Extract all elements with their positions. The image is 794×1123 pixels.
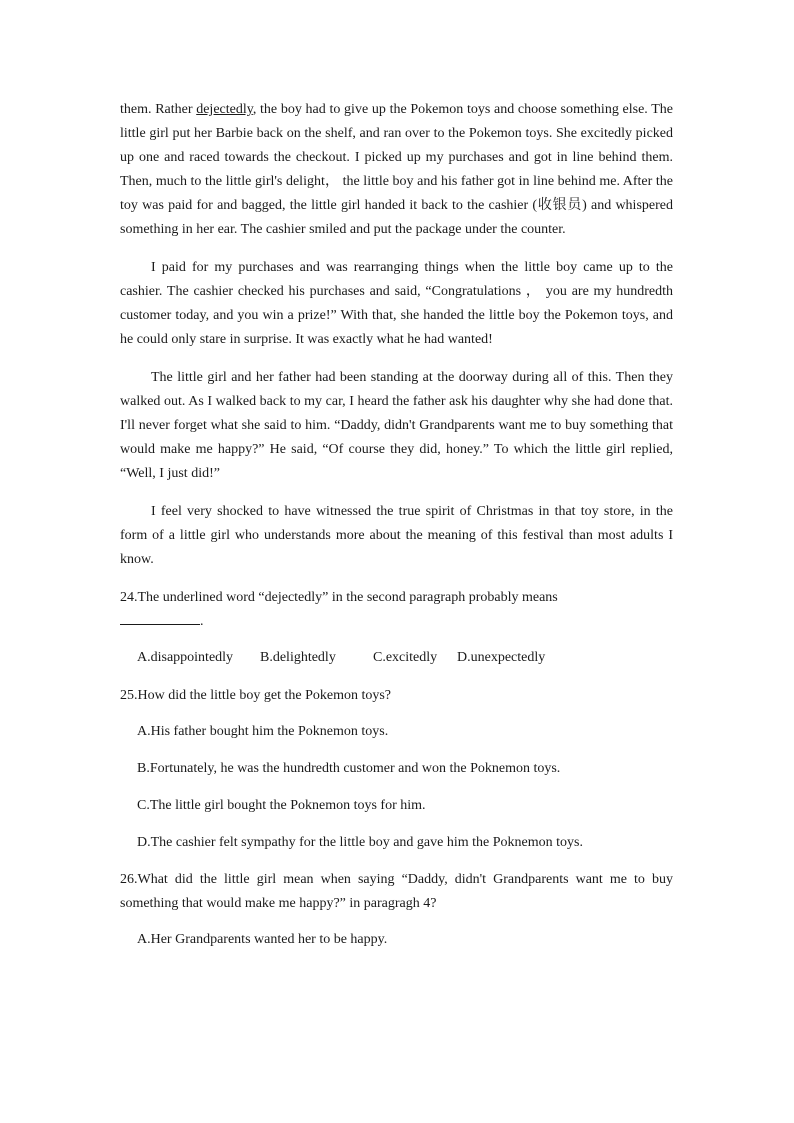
option-25-b: B.Fortunately, he was the hundredth customer and won the Poknemon toys. <box>137 761 561 776</box>
question-24 <box>120 586 673 634</box>
option-24-a: A.disappointedly <box>137 650 234 665</box>
underlined-word: dejectedly <box>196 102 253 117</box>
passage-paragraph-3: The little girl and her father had been standing at the doorway during all of this. Then they walked out. As I walked back to my car, I heard the father ask his daughter why she had done that. I'll never forget what she said to him. “Daddy, didn't Grandparents want me to buy something that would make me happy?” He said, “Of course they did, honey.” To which the little girl replied, “Well, I just did!” <box>120 370 673 481</box>
option-25-d: D.The cashier felt sympathy for the little boy and gave him the Poknemon toys. <box>137 835 583 850</box>
passage-paragraph-1 <box>120 98 673 242</box>
passage-paragraph-4: I feel very shocked to have witnessed the true spirit of Christmas in that toy store, in the form of a little girl who understands more about the meaning of this festival than most adults I know. <box>120 504 673 567</box>
option-24-d: D.unexpectedly <box>457 650 546 665</box>
option-25-a: A.His father bought him the Poknemon toys. <box>137 724 389 739</box>
paragraph-1-rest: , the boy had to give up the Pokemon toys and choose something else. The little girl put her Barbie back on the shelf, and ran over to the Pokemon toys. She excitedly picked up one and raced towards the checkout. I picked up my purchases and got in line behind them. Then, much to the little girl's delight， the little boy and his father got in line behind me. After the toy was paid for and bagged, the little girl handed it back to the cashier (收银员) and whispered something in her ear. The cashier smiled and put the package under the counter. <box>120 102 674 237</box>
answer-blank <box>120 610 200 625</box>
option-24-b: B.delightedly <box>260 650 336 665</box>
option-25-c: C.The little girl bought the Poknemon toys for him. <box>137 798 426 813</box>
passage-paragraph-2: I paid for my purchases and was rearranging things when the little boy came up to the cashier. The cashier checked his purchases and said, “Congratulations ， you are my hundredth customer today, and you win a prize!” With that, she handed the little boy the Pokemon toys, and he could only stare in surprise. It was exactly what he had wanted! <box>120 260 673 347</box>
option-26-a: A.Her Grandparents wanted her to be happy. <box>137 932 388 947</box>
question-25-stem: 25.How did the little boy get the Pokemon toys? <box>120 688 392 703</box>
question-24-stem: 24.The underlined word “dejectedly” in the second paragraph probably means <box>120 590 558 605</box>
question-24-end: . <box>200 614 204 629</box>
option-24-c: C.excitedly <box>373 650 438 665</box>
paragraph-1-start: them. Rather <box>120 102 197 117</box>
document-page <box>120 98 673 965</box>
question-24-options <box>137 646 673 670</box>
question-26-stem: 26.What did the little girl mean when saying “Daddy, didn't Grandparents want me to buy something that would make me happy?” in paragragh 4? <box>120 872 673 911</box>
